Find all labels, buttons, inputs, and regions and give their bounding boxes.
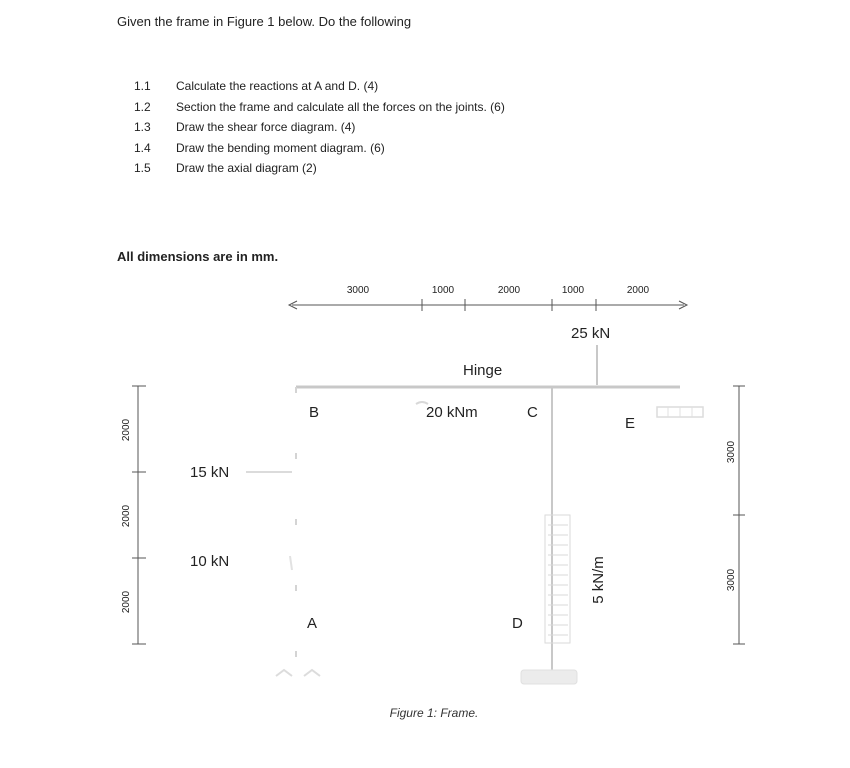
node-a-label: A <box>307 615 318 632</box>
load-10kn-arrow <box>290 556 292 570</box>
point-load-label: 25 kN <box>571 325 611 342</box>
moment-arc <box>416 402 428 404</box>
moment-label: 20 kNm <box>426 404 478 421</box>
task-number: 1.2 <box>134 99 151 114</box>
left-dim-label: 2000 <box>121 418 132 442</box>
task-text: Draw the axial diagram (2) <box>176 161 317 175</box>
fixed-support-d <box>521 670 577 684</box>
right-dim-label: 3000 <box>726 568 737 592</box>
task-text: Section the frame and calculate all the forces on the joints. (6) <box>176 99 505 114</box>
task-number: 1.4 <box>134 140 151 155</box>
top-dim-label: 2000 <box>626 285 650 296</box>
top-dim-label: 2000 <box>497 285 521 296</box>
load-15kn-label: 15 kN <box>190 464 230 481</box>
pin-support-a <box>276 670 320 676</box>
top-dim-label: 1000 <box>431 285 455 296</box>
left-dimension-line <box>132 386 146 644</box>
node-b-label: B <box>309 404 320 421</box>
roller-support-e <box>657 407 703 417</box>
right-dimension-line <box>733 386 745 644</box>
right-dim-label: 3000 <box>726 440 737 464</box>
task-text: Calculate the reactions at A and D. (4) <box>176 79 379 93</box>
udl-load <box>545 515 570 643</box>
intro-text: Given the frame in Figure 1 below. Do the following <box>117 14 412 29</box>
task-number: 1.5 <box>134 161 151 175</box>
task-text: Draw the shear force diagram. (4) <box>176 120 356 134</box>
task-number: 1.1 <box>134 79 151 93</box>
node-d-label: D <box>512 615 523 632</box>
figure-caption: Figure 1: Frame. <box>389 706 479 720</box>
task-text: Draw the bending moment diagram. (6) <box>176 140 385 155</box>
udl-label: 5 kN/m <box>590 556 607 604</box>
left-dim-label: 2000 <box>121 590 132 614</box>
dimensions-note: All dimensions are in mm. <box>117 249 279 264</box>
top-dimension-line <box>289 299 687 311</box>
task-number: 1.3 <box>134 120 151 134</box>
node-c-label: C <box>527 404 538 421</box>
top-dim-label: 1000 <box>561 285 585 296</box>
left-dim-label: 2000 <box>121 504 132 528</box>
hinge-label: Hinge <box>463 362 503 379</box>
load-10kn-label: 10 kN <box>190 553 230 570</box>
node-e-label: E <box>625 415 636 432</box>
top-dim-label: 3000 <box>346 285 370 296</box>
